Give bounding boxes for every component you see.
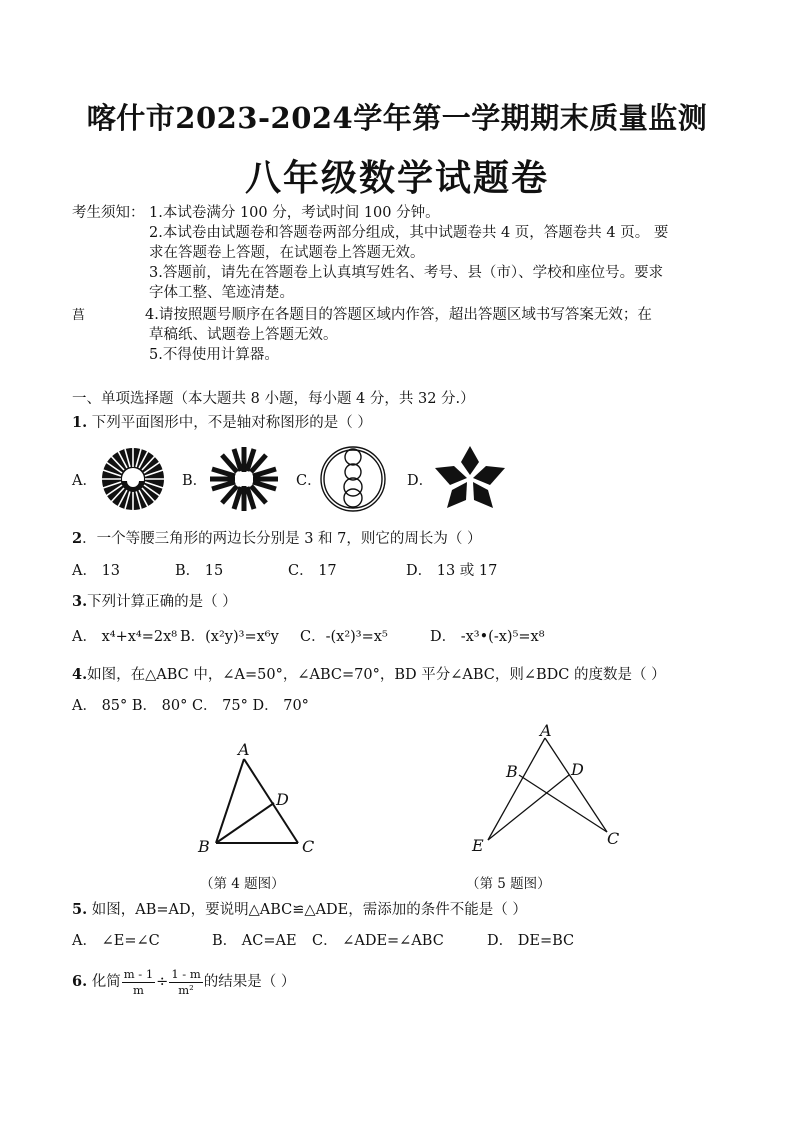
- notice-item: 3.答题前，请先在答题卷上认真填写姓名、考号、县（市）、学校和座位号。要求: [149, 265, 664, 281]
- option-c: C． 17: [288, 563, 337, 579]
- question-suffix: 的结果是（ ）: [203, 974, 296, 990]
- notice-label: 考生须知：: [72, 205, 145, 221]
- margin-mark: 菖: [72, 308, 86, 323]
- option-d: D． DE=BC: [487, 933, 575, 949]
- question-4: [72, 663, 666, 684]
- option-b: B．(x²y)³=x⁶y: [180, 629, 279, 645]
- question-stem: 如图，在△ABC 中，∠A=50°，∠ABC=70°，BD 平分∠ABC，则∠BDC 的度数是（ ）: [87, 667, 666, 683]
- label-e: E: [472, 836, 484, 855]
- option-a: A． x⁴+x⁴=2x⁸: [72, 629, 178, 645]
- question-number: 1.: [72, 414, 88, 431]
- question-stem: 下列计算正确的是（ ）: [87, 594, 237, 610]
- notice-item: 4.请按照题号顺序在各题目的答题区域内作答，超出答题区域书写答案无效；在: [145, 307, 652, 323]
- option-a: A． ∠E=∠C: [72, 933, 160, 949]
- fraction-1: [122, 967, 155, 998]
- figure-caption-q4: （第 4 题图）: [200, 876, 285, 892]
- label-a: A: [540, 721, 552, 740]
- circles-figure: [318, 444, 388, 514]
- figure-caption-q5: （第 5 题图）: [466, 876, 551, 892]
- triangle-figure-q4: [190, 735, 330, 860]
- label-c: C: [607, 829, 620, 848]
- option-b: B． 15: [175, 563, 224, 579]
- question-number: 3.: [72, 593, 88, 610]
- fraction-2-numerator: 1 - m: [171, 966, 201, 981]
- notice-item: 草稿纸、试题卷上答题无效。: [149, 327, 338, 343]
- option-c: C． ∠ADE=∠ABC: [312, 933, 444, 949]
- fraction-1-denominator: m: [133, 982, 144, 997]
- exam-subtitle: 八年级数学试题卷: [244, 157, 549, 199]
- option-a: A． 13: [72, 563, 121, 579]
- notice-item: 1.本试卷满分 100 分，考试时间 100 分钟。: [149, 205, 440, 221]
- answer-options: A． 85° B． 80° C． 75° D． 70°: [72, 698, 309, 714]
- triangle-figure-q5: [462, 720, 632, 860]
- option-label-b: B．: [182, 473, 208, 489]
- question-6: [72, 962, 295, 1002]
- label-d: D: [276, 790, 289, 809]
- notice-item: 2.本试卷由试题卷和答题卷两部分组成，其中试题卷共 4 页，答题卷共 4 页。 要: [149, 225, 669, 241]
- question-prefix: 化简: [87, 974, 121, 990]
- divide-sign: ÷: [156, 974, 169, 990]
- fraction-1-numerator: m - 1: [123, 966, 154, 981]
- exam-title: 喀什市2023-2024学年第一学期期末质量监测: [86, 101, 708, 135]
- option-d: D． 13 或 17: [406, 563, 498, 579]
- notice-item: 5.不得使用计算器。: [149, 347, 279, 363]
- label-b: B: [506, 762, 518, 781]
- question-1: [72, 411, 372, 432]
- question-2: [72, 527, 481, 548]
- option-c: C．-(x²)³=x⁵: [300, 629, 388, 645]
- section-heading: 一、单项选择题（本大题共 8 小题，每小题 4 分，共 32 分.）: [72, 391, 475, 407]
- option-label-c: C．: [296, 473, 322, 489]
- pentagon-star-figure: [430, 444, 510, 514]
- option-d: D． -x³•(-x)⁵=x⁸: [430, 629, 545, 645]
- question-stem: ．一个等腰三角形的两边长分别是 3 和 7，则它的周长为（ ）: [82, 531, 482, 547]
- option-label-d: D．: [407, 473, 434, 489]
- question-number: 6.: [72, 973, 88, 990]
- asterisk-figure: [207, 444, 281, 514]
- question-5: [72, 898, 527, 919]
- label-d: D: [571, 760, 584, 779]
- fraction-2-denominator: m²: [178, 982, 194, 997]
- notice-item: 字体工整、笔迹清楚。: [149, 285, 294, 301]
- question-3: [72, 590, 237, 611]
- fraction-2: [169, 967, 202, 998]
- sunburst-figure: [96, 446, 170, 512]
- label-a: A: [238, 740, 250, 759]
- option-b: B． AC=AE: [212, 933, 297, 949]
- question-number: 5.: [72, 901, 88, 918]
- label-b: B: [198, 837, 210, 856]
- question-stem: 如图，AB=AD，要说明△ABC≌△ADE，需添加的条件不能是（ ）: [87, 902, 527, 918]
- option-label-a: A．: [72, 473, 97, 489]
- notice-item: 求在答题卷上答题，在试题卷上答题无效。: [149, 245, 425, 261]
- question-number: 2: [72, 530, 83, 547]
- label-c: C: [302, 837, 315, 856]
- question-number: 4.: [72, 666, 88, 683]
- question-stem: 下列平面图形中，不是轴对称图形的是（ ）: [87, 415, 372, 431]
